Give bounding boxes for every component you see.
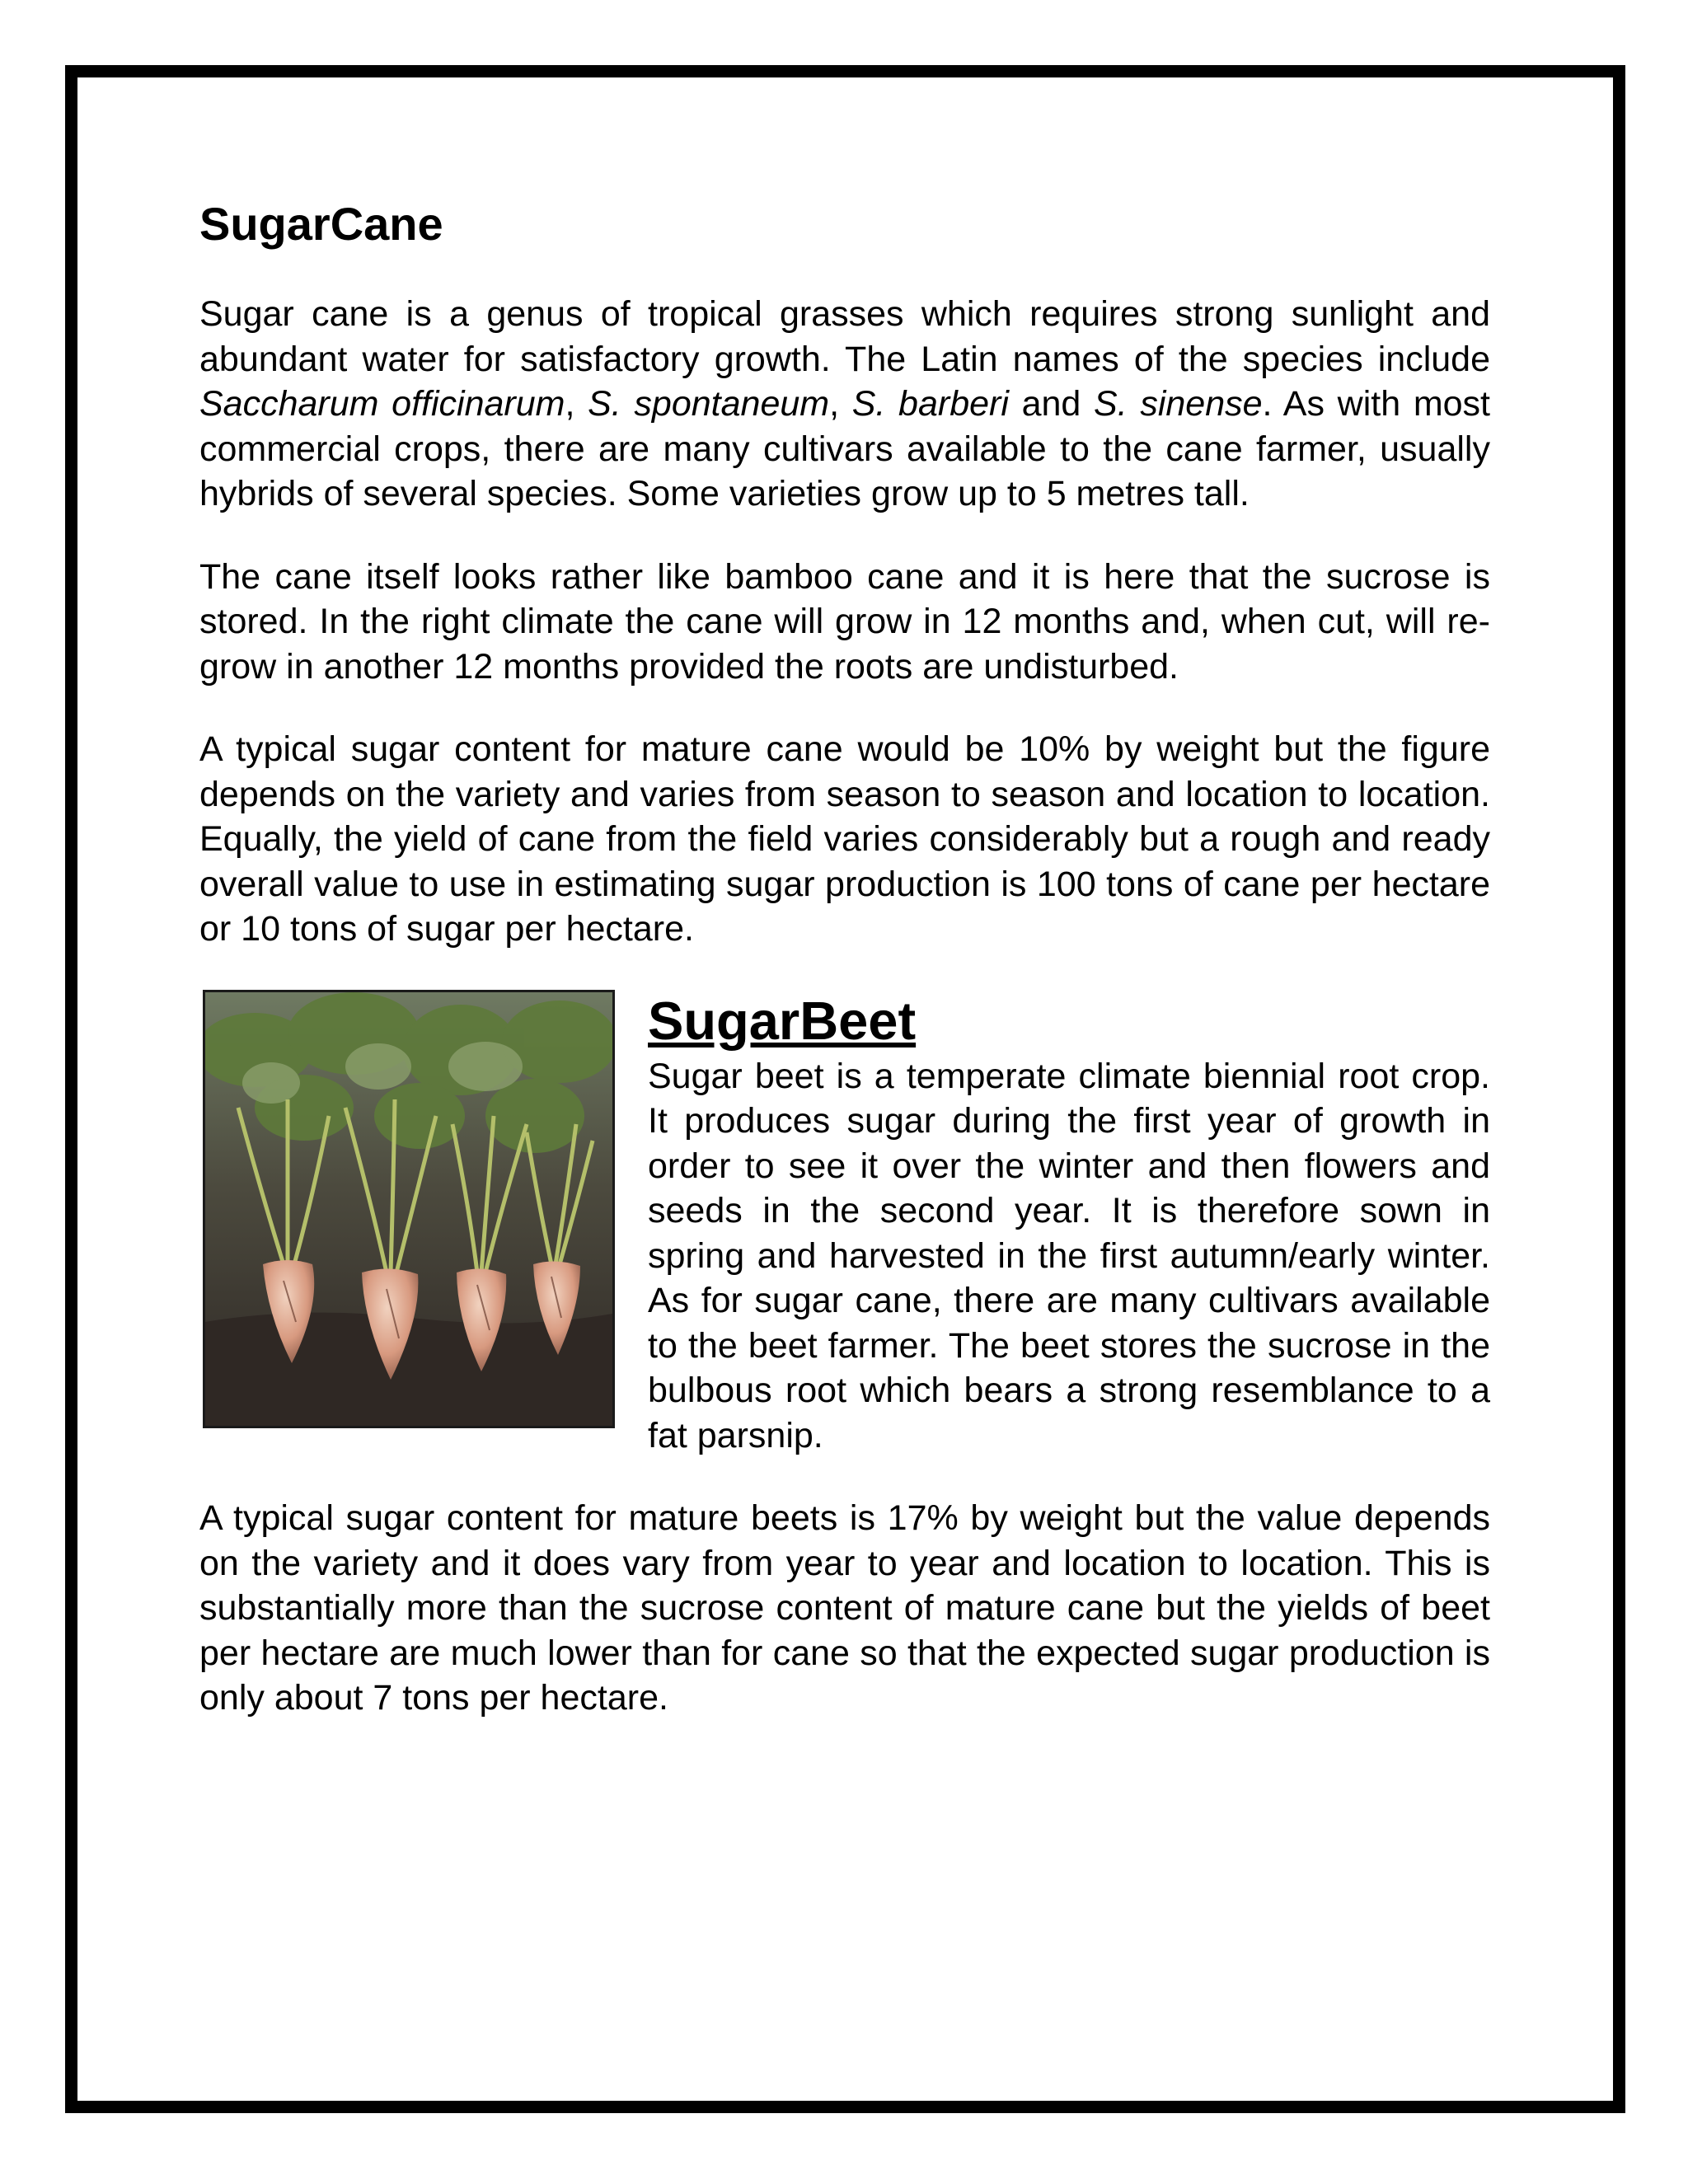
sugarbeet-paragraph-2: A typical sugar content for mature beets is 17% by weight but the value depends on the variety and it does vary from year to year and location to location. This is substantially more than the sucrose content of mature cane but the yields of beet per hectare are much lower than for cane so that the expected sugar production is only about 7 tons per hectare. [199, 1498, 1490, 1718]
document-body [199, 191, 1490, 1759]
sugarcane-paragraph-3: A typical sugar content for mature cane would be 10% by weight but the figure depends on the variety and varies from season to season and location to location. Equally, the yield of cane from the field varies considerably but a rough and ready overall value to use in estimating sugar production is 100 tons of cane per hectare or 10 tons of sugar per hectare. [199, 729, 1490, 949]
sugarcane-p1-text-a: Sugar cane is a genus of tropical grasses which requires strong sunlight and abundant water for satisfactory growth. The Latin names of the species include [199, 294, 1490, 379]
species-name: S. barberi [851, 384, 1009, 424]
sugar-beet-photo-icon [203, 990, 615, 1428]
species-name: S. spontaneum [588, 384, 830, 424]
separator: , [565, 384, 588, 424]
sugarcane-heading: SugarCane [199, 198, 443, 250]
sugarcane-p1-text-b: . As with most commercial crops, there are many cultivars available to the cane farmer, usually hybrids of several species. Some varieties grow up to 5 metres tall. [199, 384, 1490, 513]
sugarcane-paragraph-1 [199, 292, 1490, 517]
sugarbeet-section [199, 990, 1490, 1721]
sugarcane-paragraph-2: The cane itself looks rather like bamboo cane and it is here that the sucrose is stored. In the right climate the cane will grow in 12 months and, when cut, will re-grow in another 12 months provided the roots are undisturbed. [199, 556, 1490, 687]
species-name: S. sinense [1094, 384, 1263, 424]
sugarbeet-heading: SugarBeet [648, 990, 917, 1051]
separator: , [829, 384, 852, 424]
sugarbeet-paragraph-1: Sugar beet is a temperate climate biennial root crop. It produces sugar during the first year of growth in order to see it over the winter and then flowers and seeds in the second year. It is therefore sown in spring and harvested in the first autumn/early winter. As for sugar cane, there are many cultivars available to the beet farmer. The beet stores the sucrose in the bulbous root which bears a strong resemblance to a fat parsnip. [648, 1056, 1490, 1455]
separator: and [1008, 384, 1095, 424]
species-name: Saccharum officinarum [199, 384, 565, 424]
